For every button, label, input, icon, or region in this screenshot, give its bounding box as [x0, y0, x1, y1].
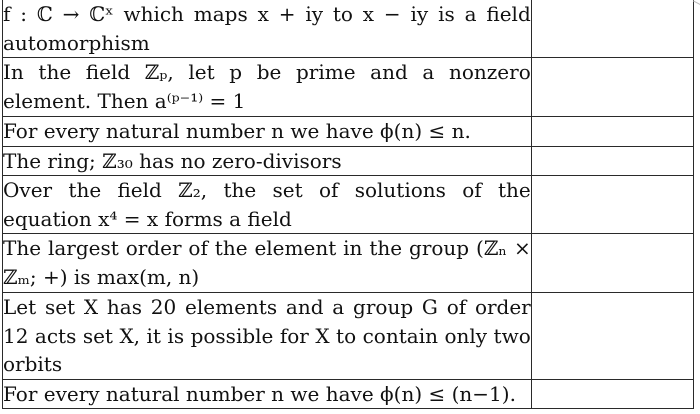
- table-row: [3, 146, 694, 176]
- answer-cell[interactable]: [531, 234, 693, 293]
- table-row: [3, 234, 694, 293]
- answer-cell[interactable]: [531, 117, 693, 147]
- statement-cell: The largest order of the element in the group (ℤₙ × ℤₘ; +) is max(m, n): [3, 234, 532, 293]
- table-row: [3, 176, 694, 234]
- statement-cell: For every natural number n we have ϕ(n) ≤ n.: [3, 117, 532, 147]
- table-row: [3, 293, 694, 380]
- statement-cell: For every natural number n we have ϕ(n) ≤ (n−1).: [3, 379, 532, 409]
- table-row: [3, 0, 694, 58]
- answer-cell[interactable]: [531, 58, 693, 117]
- table-row: [3, 379, 694, 409]
- table-row: [3, 117, 694, 147]
- answer-cell[interactable]: [531, 379, 693, 409]
- true-false-table: [2, 0, 694, 409]
- statement-cell: Let set X has 20 elements and a group G of order 12 acts set X, it is possible for X to contain only two orbits: [3, 293, 532, 380]
- statement-cell: f : ℂ → ℂˣ which maps x + iy to x − iy is a field automorphism: [3, 0, 532, 58]
- answer-cell[interactable]: [531, 293, 693, 380]
- answer-cell[interactable]: [531, 146, 693, 176]
- answer-cell[interactable]: [531, 0, 693, 58]
- statement-cell: Over the field ℤ₂, the set of solutions of the equation x⁴ = x forms a field: [3, 176, 532, 234]
- table-row: [3, 58, 694, 117]
- statement-cell: The ring; ℤ₃₀ has no zero-divisors: [3, 146, 532, 176]
- statement-cell: In the field ℤₚ, let p be prime and a nonzero element. Then a⁽ᵖ⁻¹⁾ = 1: [3, 58, 532, 117]
- answer-cell[interactable]: [531, 176, 693, 234]
